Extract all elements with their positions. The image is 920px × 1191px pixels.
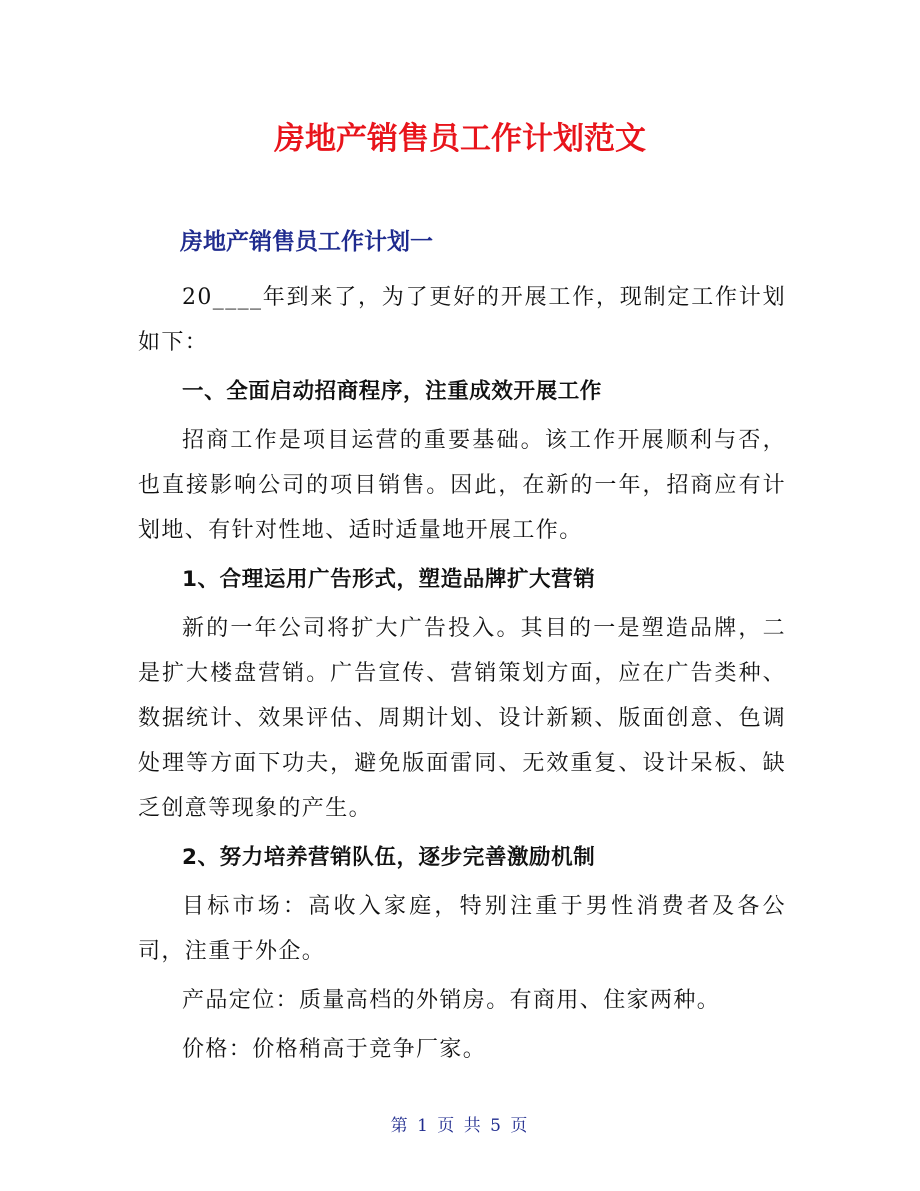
heading-1: 一、全面启动招商程序，注重成效开展工作 xyxy=(182,379,602,404)
paragraph-advertising: 新的一年公司将扩大广告投入。其目的一是塑造品牌，二是扩大楼盘营销。广告宣传、营销策划方面，应在广告类种、数据统计、效果评估、周期计划、设计新颖、版面创意、色调处理等方面下功夫，避免版面雷同、无效重复、设计呆板、缺乏创意等现象的产生。 xyxy=(138,616,786,821)
section-title: 房地产销售员工作计划一 xyxy=(180,229,433,255)
paragraph-recruitment: 招商工作是项目运营的重要基础。该工作开展顺利与否，也直接影响公司的项目销售。因此，在新的一年，招商应有计划地、有针对性地、适时适量地开展工作。 xyxy=(138,428,786,543)
intro-paragraph: 20____年到来了，为了更好的开展工作，现制定工作计划如下： xyxy=(138,285,786,355)
document-title: 房地产销售员工作计划范文 xyxy=(274,121,646,157)
heading-1-1: 1、合理运用广告形式，塑造品牌扩大营销 xyxy=(182,567,596,592)
paragraph-target-market: 目标市场：高收入家庭，特别注重于男性消费者及各公司，注重于外企。 xyxy=(138,894,786,964)
paragraph-price: 价格：价格稍高于竞争厂家。 xyxy=(182,1037,487,1062)
paragraph-product-positioning: 产品定位：质量高档的外销房。有商用、住家两种。 xyxy=(182,988,721,1013)
heading-1-2: 2、努力培养营销队伍，逐步完善激励机制 xyxy=(182,845,596,870)
page-footer: 第 1 页 共 5 页 xyxy=(390,1116,530,1136)
document-body xyxy=(138,275,786,1072)
